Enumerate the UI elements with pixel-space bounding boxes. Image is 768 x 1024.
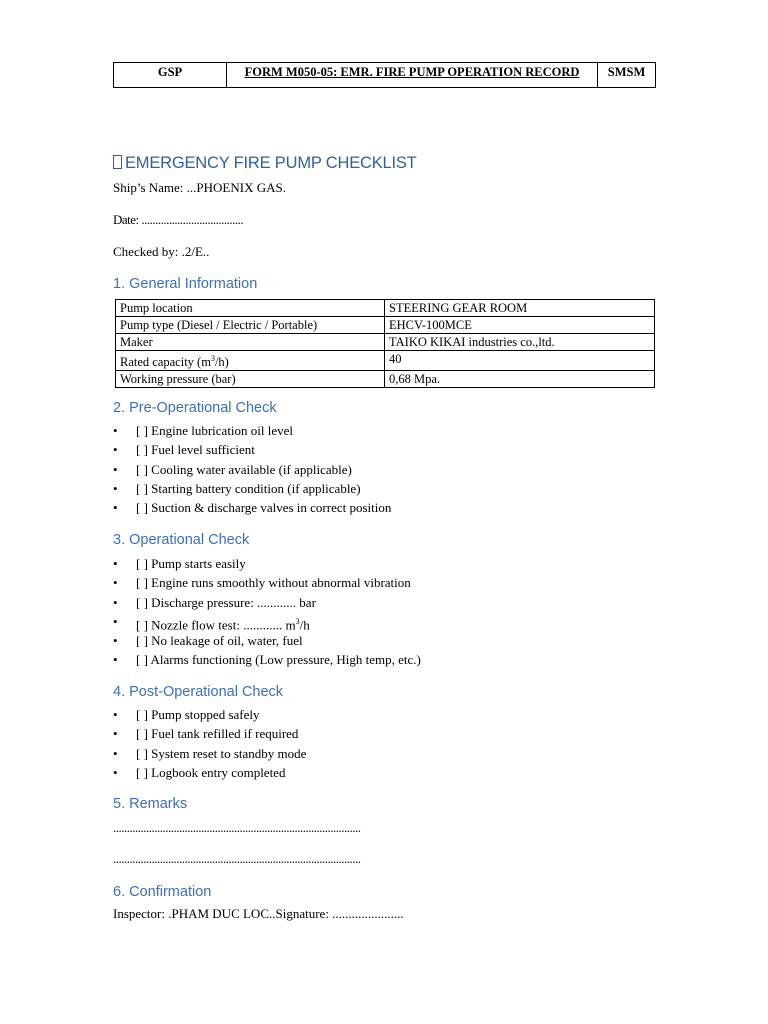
bullet-icon: •	[113, 613, 118, 629]
checklist-item-text: [ ] Engine lubrication oil level	[136, 423, 294, 438]
table-cell-label: Pump location	[116, 300, 385, 317]
bullet-icon: •	[113, 633, 118, 649]
checklist-item	[113, 724, 306, 743]
header-company: GSP	[114, 63, 227, 88]
section-heading-remarks: 5. Remarks	[113, 796, 188, 812]
bullet-icon: •	[113, 745, 118, 761]
post-operational-checklist	[113, 705, 306, 782]
checklist-item-text: [ ] Cooling water available (if applicable)	[136, 461, 352, 477]
checklist-item-text: [ ] Discharge pressure: ............ bar	[136, 594, 316, 610]
rated-capacity-label-sup: 3	[210, 354, 215, 363]
checklist-item	[113, 705, 306, 724]
section-heading-operational: 3. Operational Check	[113, 532, 250, 548]
bullet-icon: •	[113, 556, 118, 571]
bullet-icon: •	[113, 575, 118, 591]
checklist-item-text: [ ] Alarms functioning (Low pressure, High temp, etc.)	[136, 652, 421, 668]
page-title	[113, 154, 417, 173]
rated-capacity-label-prefix: Rated capacity (m	[120, 355, 211, 370]
checklist-item	[113, 763, 306, 782]
checklist-item-text: [ ] No leakage of oil, water, fuel	[136, 633, 303, 649]
checklist-item	[113, 650, 421, 669]
table-row	[116, 351, 655, 371]
date-line: Date: .....................................	[113, 212, 244, 227]
general-information-table	[115, 299, 655, 388]
ships-name: Ship’s Name: ...PHOENIX GAS.	[113, 180, 286, 195]
section-heading-pre-operational: 2. Pre-Operational Check	[113, 400, 277, 416]
checklist-item-text: [ ] Logbook entry completed	[136, 764, 286, 780]
section-heading-post-operational: 4. Post-Operational Check	[113, 684, 284, 700]
bullet-icon: •	[113, 707, 118, 722]
bullet-icon: •	[113, 652, 118, 668]
table-cell-value: 0,68 Mpa.	[385, 371, 655, 388]
remarks-line-2: ..........................................................................................	[113, 851, 361, 866]
table-row	[116, 300, 655, 317]
checked-by-line: Checked by: .2/E..	[113, 244, 210, 259]
checklist-item	[113, 498, 391, 517]
form-header-table	[113, 62, 656, 88]
section-heading-general: 1. General Information	[113, 276, 258, 292]
checklist-item	[113, 460, 391, 479]
table-cell-value: STEERING GEAR ROOM	[385, 300, 655, 317]
checklist-item-text: [ ] System reset to standby mode	[136, 745, 307, 761]
header-system: SMSM	[598, 63, 656, 88]
checklist-item-text: [ ] Fuel tank refilled if required	[136, 726, 299, 742]
inspector-signature-line: Inspector: .PHAM DUC LOC..Signature: ......................	[113, 906, 404, 921]
table-row	[116, 334, 655, 351]
checklist-item-text: [ ] Pump stopped safely	[136, 707, 260, 722]
checklist-item-text: [ ] Nozzle flow test: ............ m	[136, 617, 296, 633]
checklist-item	[113, 744, 306, 763]
header-form-title	[227, 63, 598, 88]
bullet-icon: •	[113, 442, 118, 458]
table-cell-label: Maker	[116, 334, 385, 351]
header-form-title-text: FORM M050-05: EMR. FIRE PUMP OPERATION RECORD	[244, 65, 580, 79]
checklist-item	[113, 612, 421, 631]
bullet-icon: •	[113, 594, 118, 610]
remarks-line-1: ..........................................................................................	[113, 820, 361, 835]
missing-glyph-icon	[113, 155, 122, 169]
bullet-icon: •	[113, 480, 118, 496]
checklist-item	[113, 573, 421, 592]
page-title-text: EMERGENCY FIRE PUMP CHECKLIST	[125, 154, 417, 172]
flow-unit-suffix: /h	[299, 617, 310, 633]
section-heading-confirmation: 6. Confirmation	[113, 884, 212, 900]
checklist-item-text: [ ] Pump starts easily	[136, 556, 246, 571]
checklist-item	[113, 593, 421, 612]
table-cell-value: EHCV-100MCE	[385, 317, 655, 334]
bullet-icon: •	[113, 764, 118, 780]
checklist-item-text: [ ] Engine runs smoothly without abnormal vibration	[136, 575, 411, 591]
table-cell-label: Pump type (Diesel / Electric / Portable)	[116, 317, 385, 334]
checklist-item-text: [ ] Fuel level sufficient	[136, 442, 255, 458]
table-cell-value: 40	[385, 351, 655, 371]
bullet-icon: •	[113, 423, 118, 438]
pre-operational-checklist	[113, 421, 391, 517]
table-cell-value: TAIKO KIKAI industries co.,ltd.	[385, 334, 655, 351]
bullet-icon: •	[113, 500, 118, 516]
flow-unit-sup: 3	[295, 616, 300, 626]
bullet-icon: •	[113, 461, 118, 477]
checklist-item	[113, 631, 421, 650]
table-cell-label: Working pressure (bar)	[116, 371, 385, 388]
checklist-item	[113, 440, 391, 459]
table-row	[116, 317, 655, 334]
checklist-item	[113, 479, 391, 498]
rated-capacity-label-suffix: /h)	[214, 355, 229, 370]
operational-checklist	[113, 554, 421, 670]
bullet-icon: •	[113, 726, 118, 742]
table-row	[116, 371, 655, 388]
checklist-item	[113, 554, 421, 573]
checklist-item-text: [ ] Suction & discharge valves in correct position	[136, 500, 392, 516]
checklist-item-text: [ ] Starting battery condition (if applicable)	[136, 480, 361, 496]
table-cell-label	[116, 351, 385, 371]
checklist-item	[113, 421, 391, 440]
